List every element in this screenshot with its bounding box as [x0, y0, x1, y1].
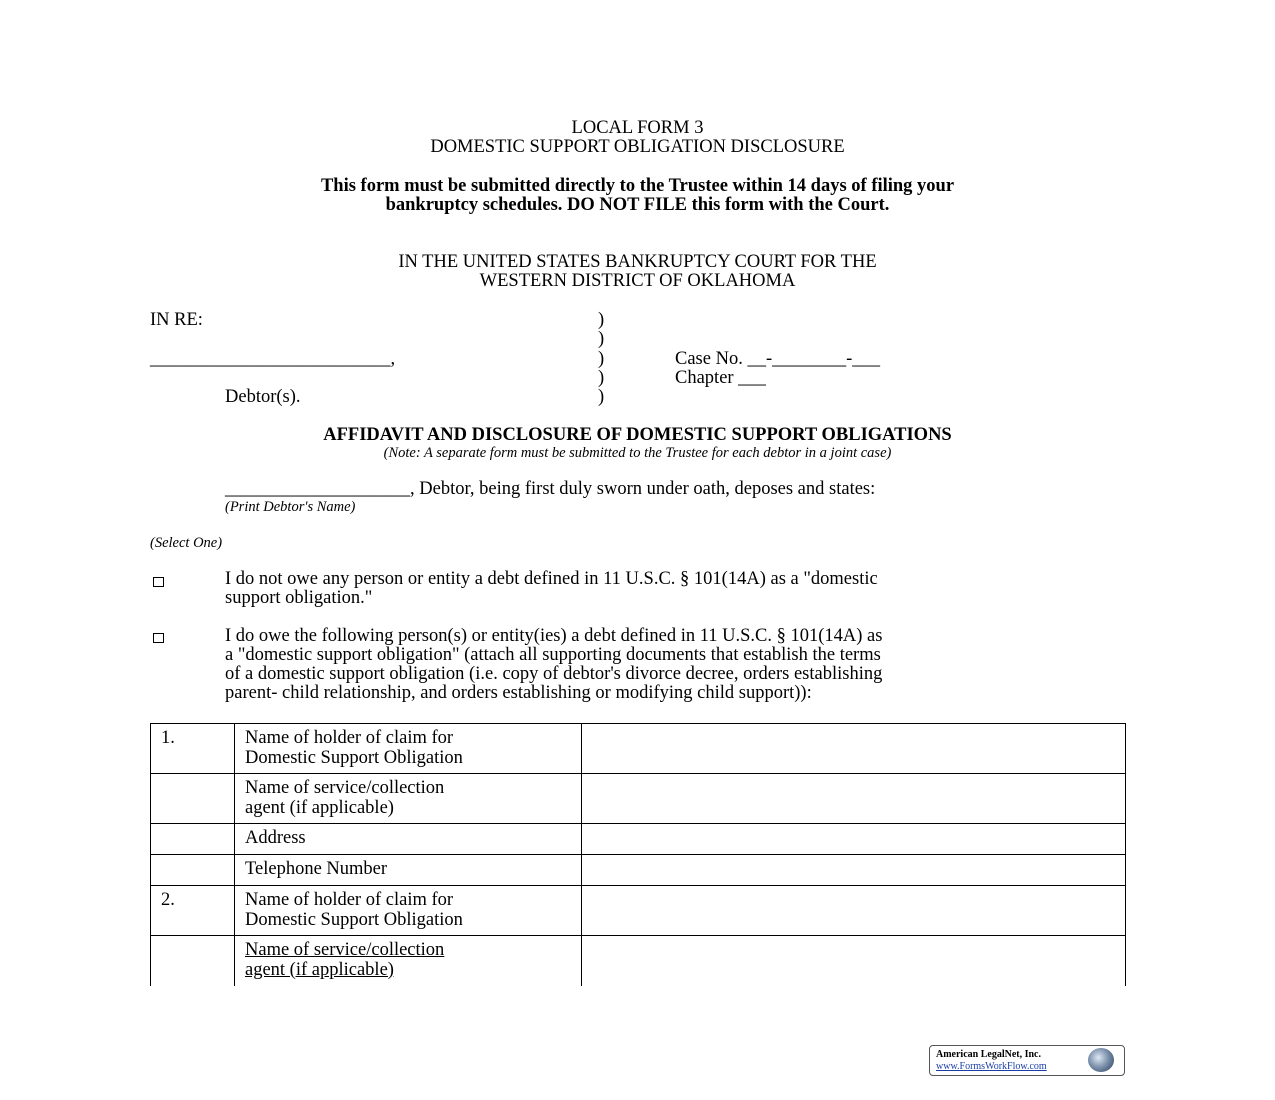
in-re-label: IN RE:: [150, 310, 203, 330]
row-number: [151, 936, 235, 986]
claim-holder-name-field[interactable]: [582, 886, 1126, 936]
row-label: Name of holder of claim for Domestic Support Obligation: [235, 724, 582, 774]
print-name-label: (Print Debtor's Name): [225, 499, 356, 515]
row-number: 2.: [151, 886, 235, 936]
debtor-name-blank[interactable]: __________________________,: [150, 349, 396, 369]
address-field[interactable]: [582, 824, 1126, 855]
caption-paren: ): [598, 329, 605, 349]
row-number: [151, 855, 235, 886]
american-legalnet-logo: [929, 1045, 1125, 1076]
table-row: [151, 774, 1126, 824]
row-number: [151, 774, 235, 824]
row-number: [151, 824, 235, 855]
collection-agent-field[interactable]: [582, 774, 1126, 824]
form-title: DOMESTIC SUPPORT OBLIGATION DISCLOSURE: [430, 137, 845, 157]
dso-table: [150, 723, 1126, 986]
table-row: [151, 886, 1126, 936]
caption-paren: ): [598, 368, 605, 388]
court-name-line-1: IN THE UNITED STATES BANKRUPTCY COURT FOR THE: [398, 252, 877, 272]
option-2-line-4: parent- child relationship, and orders establishing or modifying child support)):: [225, 683, 812, 703]
affidavit-title: AFFIDAVIT AND DISCLOSURE OF DOMESTIC SUPPORT OBLIGATIONS: [323, 425, 952, 445]
collection-agent-field[interactable]: [582, 936, 1126, 986]
telephone-field[interactable]: [582, 855, 1126, 886]
oath-text: , Debtor, being first duly sworn under oath, deposes and states:: [410, 479, 876, 499]
row-label: Name of holder of claim for Domestic Support Obligation: [235, 886, 582, 936]
print-name-blank[interactable]: ____________________: [225, 479, 410, 499]
logo-company-name: American LegalNet, Inc.: [936, 1049, 1041, 1060]
row-label: Telephone Number: [235, 855, 582, 886]
row-label: Name of service/collection agent (if applicable): [235, 774, 582, 824]
option-2-line-2: a "domestic support obligation" (attach all supporting documents that establish the terms: [225, 645, 881, 665]
table-row: [151, 855, 1126, 886]
caption-paren: ): [598, 387, 605, 407]
globe-icon: [1088, 1048, 1114, 1072]
claim-holder-name-field[interactable]: [582, 724, 1126, 774]
table-row: [151, 724, 1126, 774]
instruction-line-2: bankruptcy schedules. DO NOT FILE this form with the Court.: [385, 195, 890, 215]
case-number-field[interactable]: Case No. __-________-___: [675, 349, 881, 369]
chapter-field[interactable]: Chapter ___: [675, 368, 766, 388]
select-one-label: (Select One): [150, 535, 223, 551]
joint-case-note: (Note: A separate form must be submitted to the Trustee for each debtor in a joint case): [383, 445, 892, 461]
form-number: LOCAL FORM 3: [571, 118, 704, 138]
caption-paren: ): [598, 310, 605, 330]
option-1-line-2: support obligation.": [225, 588, 373, 608]
option-2-line-3: of a domestic support obligation (i.e. copy of debtor's divorce decree, orders establishing: [225, 664, 883, 684]
option-1-line-1: I do not owe any person or entity a debt defined in 11 U.S.C. § 101(14A) as a "domestic: [225, 569, 878, 589]
instruction-line-1: This form must be submitted directly to the Trustee within 14 days of filing your: [320, 176, 955, 196]
logo-url-link[interactable]: www.FormsWorkFlow.com: [936, 1061, 1047, 1072]
oath-statement: [225, 480, 875, 500]
row-number: 1.: [151, 724, 235, 774]
debtor-label: Debtor(s).: [225, 387, 301, 407]
option-no-dso-checkbox[interactable]: [153, 577, 164, 587]
option-owe-dso-checkbox[interactable]: [153, 633, 164, 643]
table-row: [151, 936, 1126, 986]
court-name-line-2: WESTERN DISTRICT OF OKLAHOMA: [479, 271, 796, 291]
row-label: Address: [235, 824, 582, 855]
table-row: [151, 824, 1126, 855]
caption-paren: ): [598, 349, 605, 369]
option-2-line-1: I do owe the following person(s) or entity(ies) a debt defined in 11 U.S.C. § 101(14A) as: [225, 626, 883, 646]
row-label: Name of service/collection agent (if applicable): [235, 936, 582, 986]
